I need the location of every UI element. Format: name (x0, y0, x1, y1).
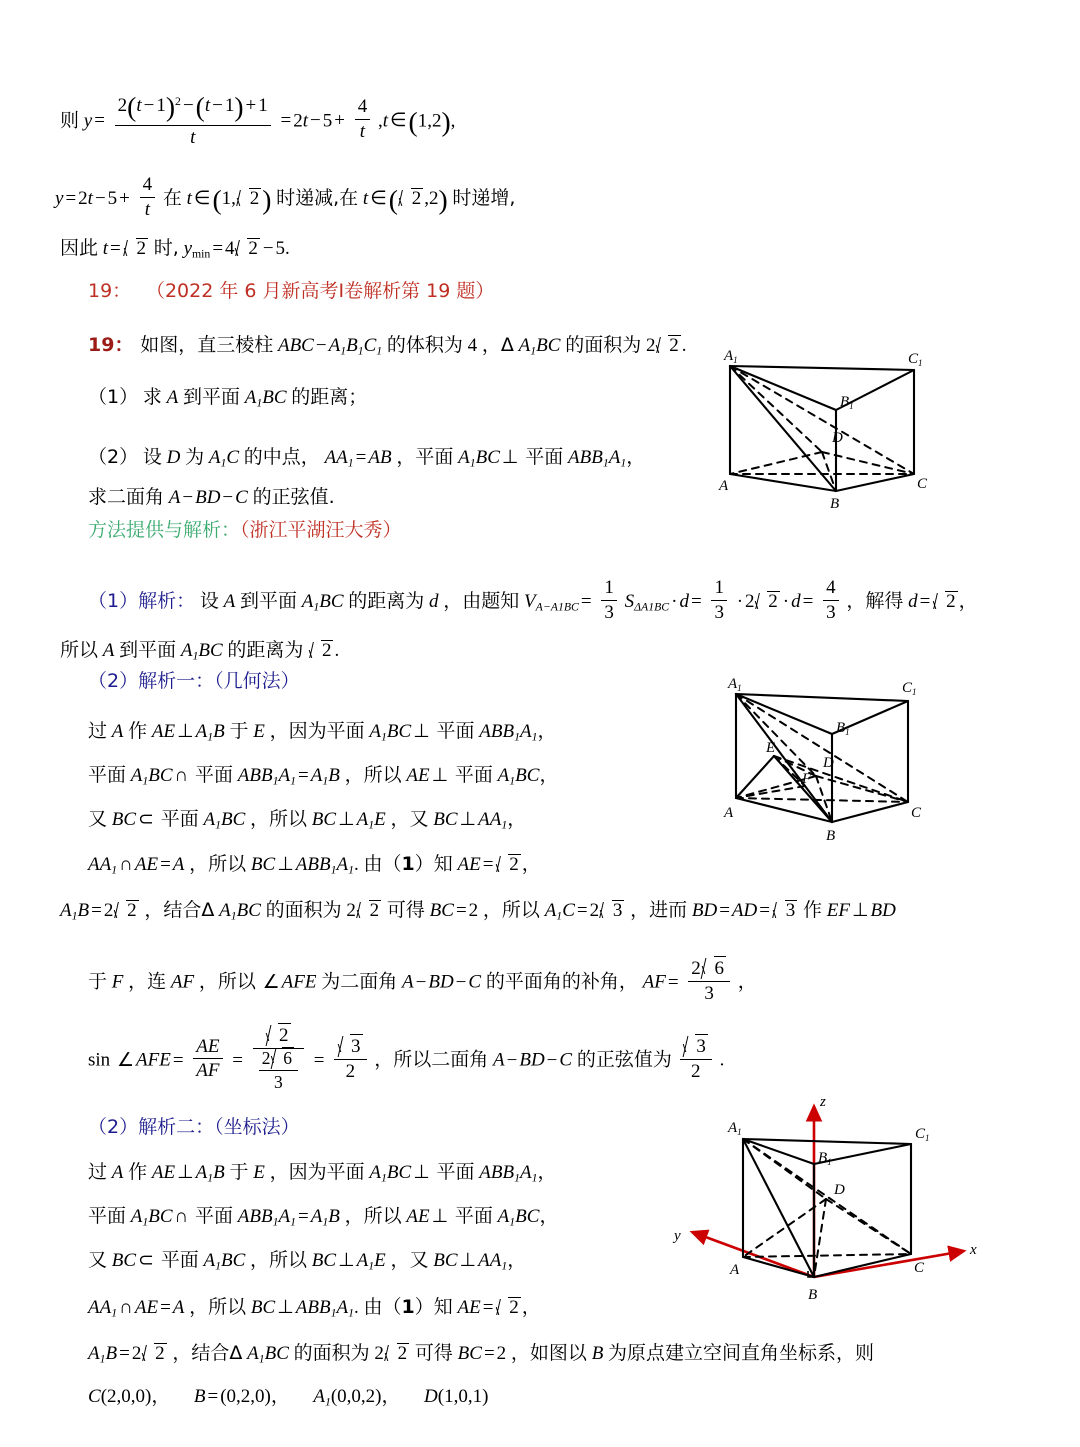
coord-D: D(1,0,1) (424, 1386, 489, 1407)
figure1-label-D: D (832, 430, 843, 446)
figure3-label-A1: $A_1$ (728, 1120, 742, 1137)
solution2b-line-4: $AA_1$ ∩ AE = A ，所以 BC ⊥ $ABB_1A_1$. 由（1）知 AE = 2 ， (88, 1296, 541, 1320)
figure3-label-C: C (914, 1260, 925, 1276)
solution1-label: （1）解析： (88, 590, 196, 613)
solution2a-line-2: 平面 $A_1BC$ ∩ 平面 $ABB_1A_1 = A_1B$ ，所以 AE ⊥ 平面 $A_1BC$， (88, 764, 559, 788)
heading-source: （2022 年 6 月新高考Ⅰ卷解析第 19 题） (145, 280, 495, 302)
figure2-label-A: A (724, 805, 734, 821)
formula-line-3: 因此 t = 2 时, $y_{min} = 4$ 2 − 5. (60, 237, 290, 261)
problem-number: 19： (88, 334, 134, 356)
attribution-label: 方法提供与解析： (88, 519, 241, 541)
figure2-label-E: E (766, 740, 776, 756)
figure1-label-B1: $B_1$ (840, 394, 854, 411)
figure1-label-C1: $C_1$ (908, 351, 923, 368)
formula-line-1: 则 y = $\frac{2(t - 1)^2 -(t - 1) + 1}{t}$ = 2t − 5 + $\frac{4}{t}$ ,t ∈(1,2), (60, 91, 456, 148)
part2-label: （2） (88, 446, 139, 468)
figure2-label-B1: $B_1$ (836, 720, 850, 737)
solution2a-line-3: 又 BC ⊂ 平面 $A_1BC$ ，所以 BC ⊥ $A_1E$ ，又 BC ⊥ $AA_1$， (88, 808, 527, 832)
figure3-axis-x-label: x (970, 1242, 977, 1258)
figure3-label-D: D (834, 1182, 845, 1198)
coord-B: B = (0,2,0) (193, 1386, 271, 1407)
figure2-label-D: D (823, 755, 834, 771)
problem-stem-text-1: 如图，直三棱柱 (140, 334, 274, 356)
line1-prefix: 则 (60, 109, 80, 132)
solution2b-line-1: 过 A 作 AE ⊥ $A_1B$ 于 E ，因为平面 $A_1BC$ ⊥ 平面 $ABB_1A_1$， (88, 1161, 557, 1185)
solution1-line2: 所以 A 到平面 $A_1BC$ 的距离为 2 . (60, 639, 340, 663)
part1-label: （1） (88, 386, 139, 408)
figure1-label-B: B (830, 496, 840, 512)
problem-stem-text-2: 的体积为 (386, 334, 463, 356)
solution2b-line-3: 又 BC ⊂ 平面 $A_1BC$ ，所以 BC ⊥ $A_1E$ ，又 BC ⊥ $AA_1$， (88, 1249, 527, 1273)
solution2a-line-5: $A_1B = 2$ 2 ，结合Δ $A_1BC$ 的面积为 2 2 可得 BC = 2 ，所以 $A_1C = 2$ 3 ，进而 BD = AD = 3 作 EF ⊥ BD (60, 899, 896, 923)
figure2-label-F: F (802, 771, 812, 787)
coord-A1: $A_1(0,0,2)$ (313, 1386, 382, 1409)
solution2b-line-2: 平面 $A_1BC$ ∩ 平面 $ABB_1A_1 = A_1B$ ，所以 AE ⊥ 平面 $A_1BC$， (88, 1205, 559, 1229)
figure2-label-B: B (826, 828, 836, 844)
figure3-label-A: A (730, 1262, 740, 1278)
heading-number: 19： (88, 280, 132, 302)
section-heading (88, 282, 494, 301)
formula-line-2: y = 2t − 5 + $\frac{4}{t}$ 在 t ∈(1, 2 ) 时递减,在 t ∈( 2 ,2) 时递增, (55, 174, 516, 220)
figure-prism-with-axes (648, 1094, 1048, 1319)
solution2a-sin-line: sin ∠ AFE = $\frac{AE}{AF}$ = $\frac{2}{\frac{2 6}{3}}$ = $\frac{3}{2}$ ，所以二面角 A − BD − C 的正弦值为 $\frac{3}{2}$ . (88, 1025, 725, 1092)
solution2a-line-1: 过 A 作 AE ⊥ $A_1B$ 于 E ，因为平面 $A_1BC$ ⊥ 平面 $ABB_1A_1$， (88, 720, 557, 744)
solution2a-label-row (88, 672, 300, 691)
coord-C: C(2,0,0) (88, 1386, 152, 1407)
figure2-label-C1: $C_1$ (902, 680, 917, 697)
solution2a-line-6: 于 F ，连 AF ，所以 ∠ AFE 为二面角 A − BD − C 的平面角的补角， AF = $\frac{2 6}{3}$ ， (88, 958, 757, 1004)
figure2-label-A1: $A_1$ (728, 676, 742, 693)
solution2b-coordinates: C(2,0,0)， B = (0,2,0)， $A_1(0,0,2)$， D(1,0,1) (88, 1386, 489, 1409)
solution1-line1: （1）解析： 设 A 到平面 $A_1BC$ 的距离为 d ，由题知 $V_{A-A1BC}$ = $\frac{1}{3}$ $S_{\Delta A1BC} \cdot d$ = $\frac{1}{3}$ · 2 2 · d = $\frac{4}{3}$ ，解得 d = 2 ， (88, 577, 978, 623)
problem-part-1: （1） 求 A 到平面 $A_1BC$ 的距离； (88, 386, 368, 410)
figure1-label-A1: $A_1$ (724, 348, 738, 365)
solution2b-label: （2）解析二：（坐标法） (88, 1116, 300, 1138)
figure-prism-with-D (718, 348, 948, 513)
figure-prism-with-E-F (712, 676, 947, 856)
solution2a-label: （2）解析一：（几何法） (88, 670, 300, 692)
figure1-label-A: A (719, 478, 729, 494)
solution2b-line-5: $A_1B = 2$ 2 ，结合Δ $A_1BC$ 的面积为 2 2 可得 BC = 2 ，如图以 B 为原点建立空间直角坐标系，则 (88, 1342, 875, 1366)
attribution-author: （浙江平湖汪大秀） (240, 519, 402, 541)
problem-stem-line1: 19： 如图，直三棱柱 ABC − $A_1B_1C_1$ 的体积为 4 ，Δ $A_1BC$ 的面积为 2 2 . (88, 334, 687, 358)
figure3-label-C1: $C_1$ (915, 1126, 930, 1143)
solution2a-line-4: $AA_1$ ∩ AE = A ，所以 BC ⊥ $ABB_1A_1$. 由（1）知 AE = 2 ， (88, 853, 541, 877)
figure3-axis-y-label: y (674, 1228, 681, 1244)
figure3-label-B1: $B_1$ (818, 1150, 832, 1167)
solution2b-label-row (88, 1118, 300, 1137)
figure3-axis-z-label: z (820, 1094, 826, 1110)
figure2-label-C: C (911, 805, 922, 821)
problem-part-2-cont: 求二面角 A − BD − C 的正弦值. (88, 486, 335, 508)
figure1-label-C: C (917, 476, 928, 492)
problem-part-2: （2） 设 D 为 $A_1C$ 的中点， $AA_1$ = AB ，平面 $A_1BC$ ⊥ 平面 $ABB_1A_1$， (88, 446, 646, 470)
figure3-label-B: B (808, 1287, 818, 1303)
attribution (88, 521, 402, 540)
